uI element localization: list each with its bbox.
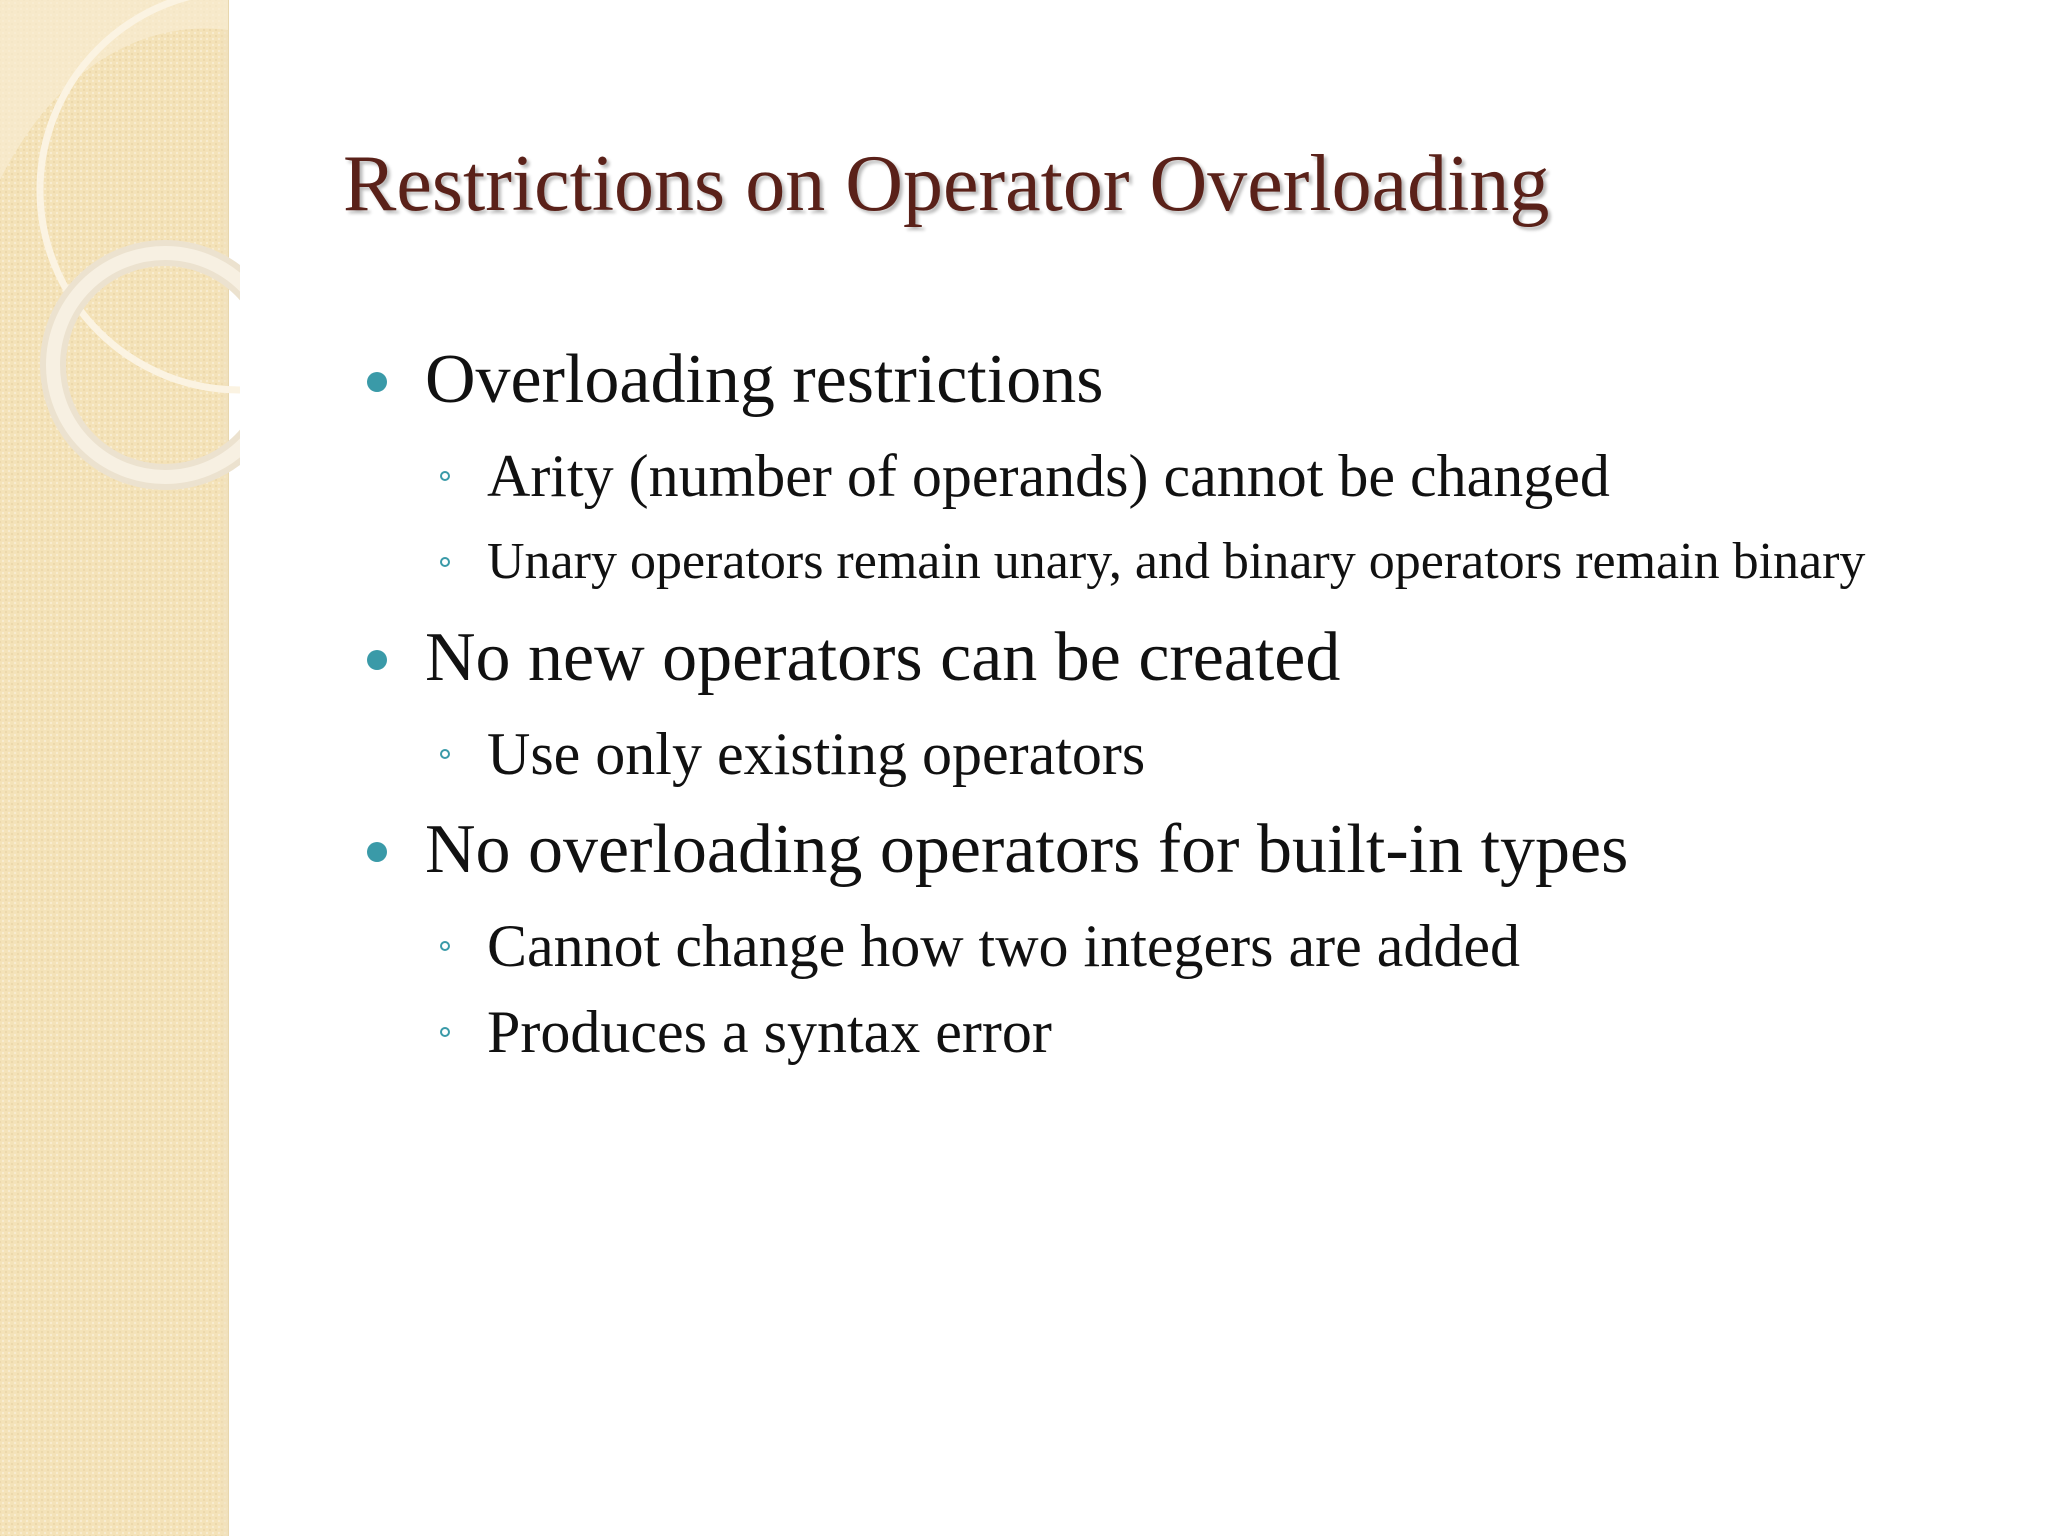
sub-bullet-item — [365, 442, 1925, 510]
sub-bullet-item — [365, 720, 1925, 788]
sub-bullet-text: Arity (number of operands) cannot be changed — [487, 443, 1610, 509]
sub-bullet-ring-icon — [440, 749, 450, 759]
decorative-circles-icon — [0, 0, 240, 520]
sub-bullet-ring-icon — [440, 471, 450, 481]
bullet-dot-icon — [367, 650, 387, 670]
slide-title: Restrictions on Operator Overloading — [343, 140, 1550, 228]
bullet-item — [365, 806, 1925, 894]
bullet-dot-icon — [367, 372, 387, 392]
sub-bullet-text: Produces a syntax error — [487, 999, 1052, 1065]
bullet-dot-icon — [367, 842, 387, 862]
bullet-text: Overloading restrictions — [425, 341, 1104, 418]
sub-bullet-ring-icon — [440, 941, 450, 951]
sub-bullet-item — [365, 998, 1925, 1066]
sub-bullet-ring-icon — [440, 1027, 450, 1037]
sub-bullet-text: Use only existing operators — [487, 721, 1146, 787]
bullet-item — [365, 336, 1925, 424]
bullet-text: No overloading operators for built-in types — [425, 811, 1629, 888]
sub-bullet-ring-icon — [440, 557, 450, 567]
sub-bullet-item — [365, 912, 1925, 980]
bullet-text: No new operators can be created — [425, 619, 1341, 696]
sub-bullet-text: Cannot change how two integers are added — [487, 913, 1520, 979]
sub-bullet-text: Unary operators remain unary, and binary operators remain binary — [487, 533, 1866, 590]
sub-bullet-item — [365, 528, 1925, 596]
bullet-item — [365, 614, 1925, 702]
bullet-list — [365, 336, 1925, 1066]
